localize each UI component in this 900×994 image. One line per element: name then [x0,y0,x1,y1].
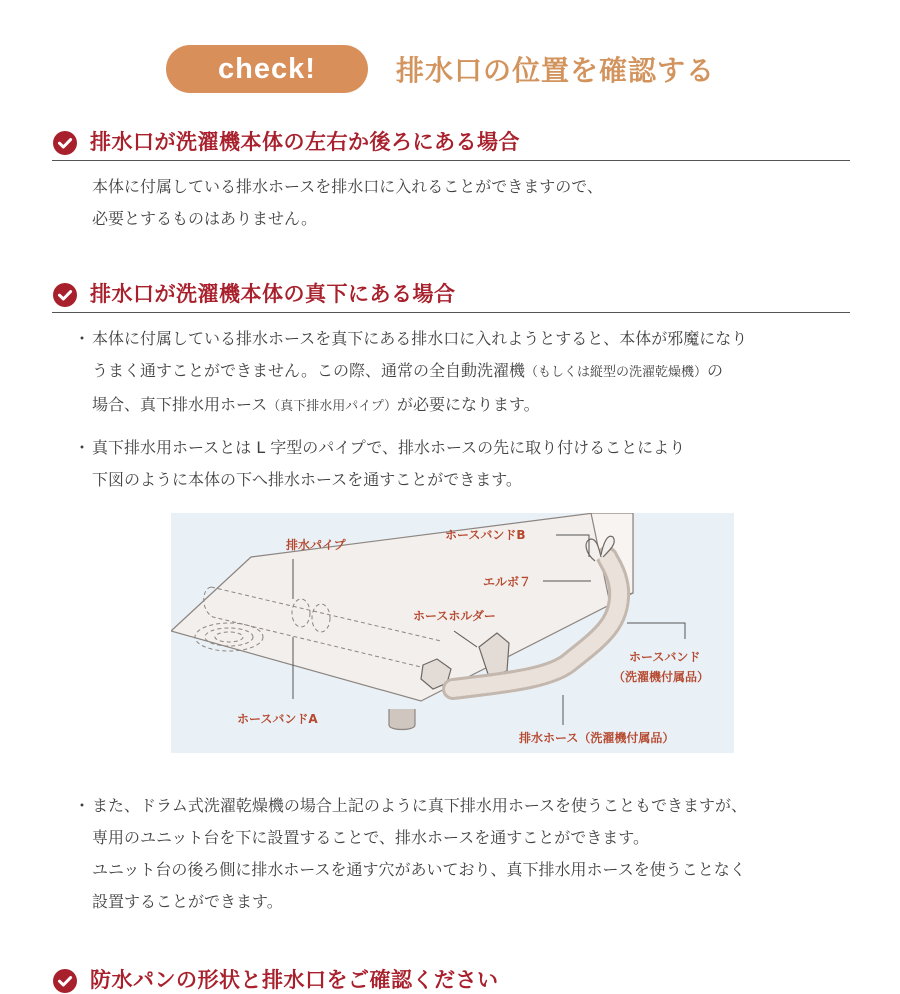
section-heading-directly-below [52,276,850,313]
bullet-line-note: （もしくは縦型の洗濯乾燥機） [524,365,707,380]
section-heading-text: 排水口が洗濯機本体の真下にある場合 [90,282,456,306]
bullet-line-text: が必要になります。 [396,395,540,414]
check-circle-icon [52,968,78,994]
bullet-line: また、ドラム式洗濯乾燥機の場合上記のように真下排水用ホースを使うこともできますが、 [92,796,748,815]
bullet-line [92,389,747,423]
bullet-line-text: の [706,361,723,380]
check-badge: check! [166,45,368,93]
bullet-line: ユニット台の後ろ側に排水ホースを通す穴があいており、真下排水用ホースを使うことなく [92,860,746,879]
paragraph-line: 本体に付属している排水ホースを排水口に入れることができますので、 [92,177,603,196]
page-header [166,44,715,94]
bullet-line-text: うまく通すことができません。この際、通常の全自動洗濯機 [92,361,525,380]
bullet-line [92,355,747,389]
machine-foot [389,709,415,730]
page-title: 排水口の位置を確認する [396,54,716,87]
label-hose-band-b: ホースバンドB [445,528,526,542]
paragraph-line: 必要とするものはありません。 [92,209,317,228]
bullet-mark: ・ [74,796,91,815]
label-hose-holder: ホースホルダー [413,609,496,623]
bullet-line-text: 場合、真下排水用ホース [92,395,268,414]
bullet-line: 設置することができます。 [92,892,283,911]
section-heading-text: 排水口が洗濯機本体の左右か後ろにある場合 [90,130,520,154]
bullet-line-note: （真下排水用パイプ） [267,399,397,414]
check-circle-icon [52,130,78,156]
label-drain-hose: 排水ホース（洗濯機付属品） [519,731,675,745]
section-heading-text: 防水パンの形状と排水口をご確認ください [90,968,499,992]
bullet-mark: ・ [74,438,91,457]
label-hose-band: ホースバンド [629,650,701,664]
bullet-line: 本体に付属している排水ホースを真下にある排水口に入れようとすると、本体が邪魔になり [92,329,748,348]
label-drain-pipe: 排水パイプ [286,538,346,552]
section1-paragraph [92,171,603,235]
drain-hose-diagram [171,513,734,753]
bullet-line: 専用のユニット台を下に設置することで、排水ホースを通すことができます。 [92,828,649,847]
bullet-line: 下図のように本体の下へ排水ホースを通すことができます。 [92,470,522,489]
bullet-mark: ・ [74,329,91,348]
check-circle-icon [52,282,78,308]
label-elbow: エルボ７ [483,575,532,589]
section-heading-side-or-back [52,124,850,161]
label-hose-band-a: ホースバンドA [237,712,318,726]
label-hose-band-note: （洗濯機付属品） [613,670,710,684]
bullet-line: 真下排水用ホースとは L 字型のパイプで、排水ホースの先に取り付けることにより [92,438,686,457]
